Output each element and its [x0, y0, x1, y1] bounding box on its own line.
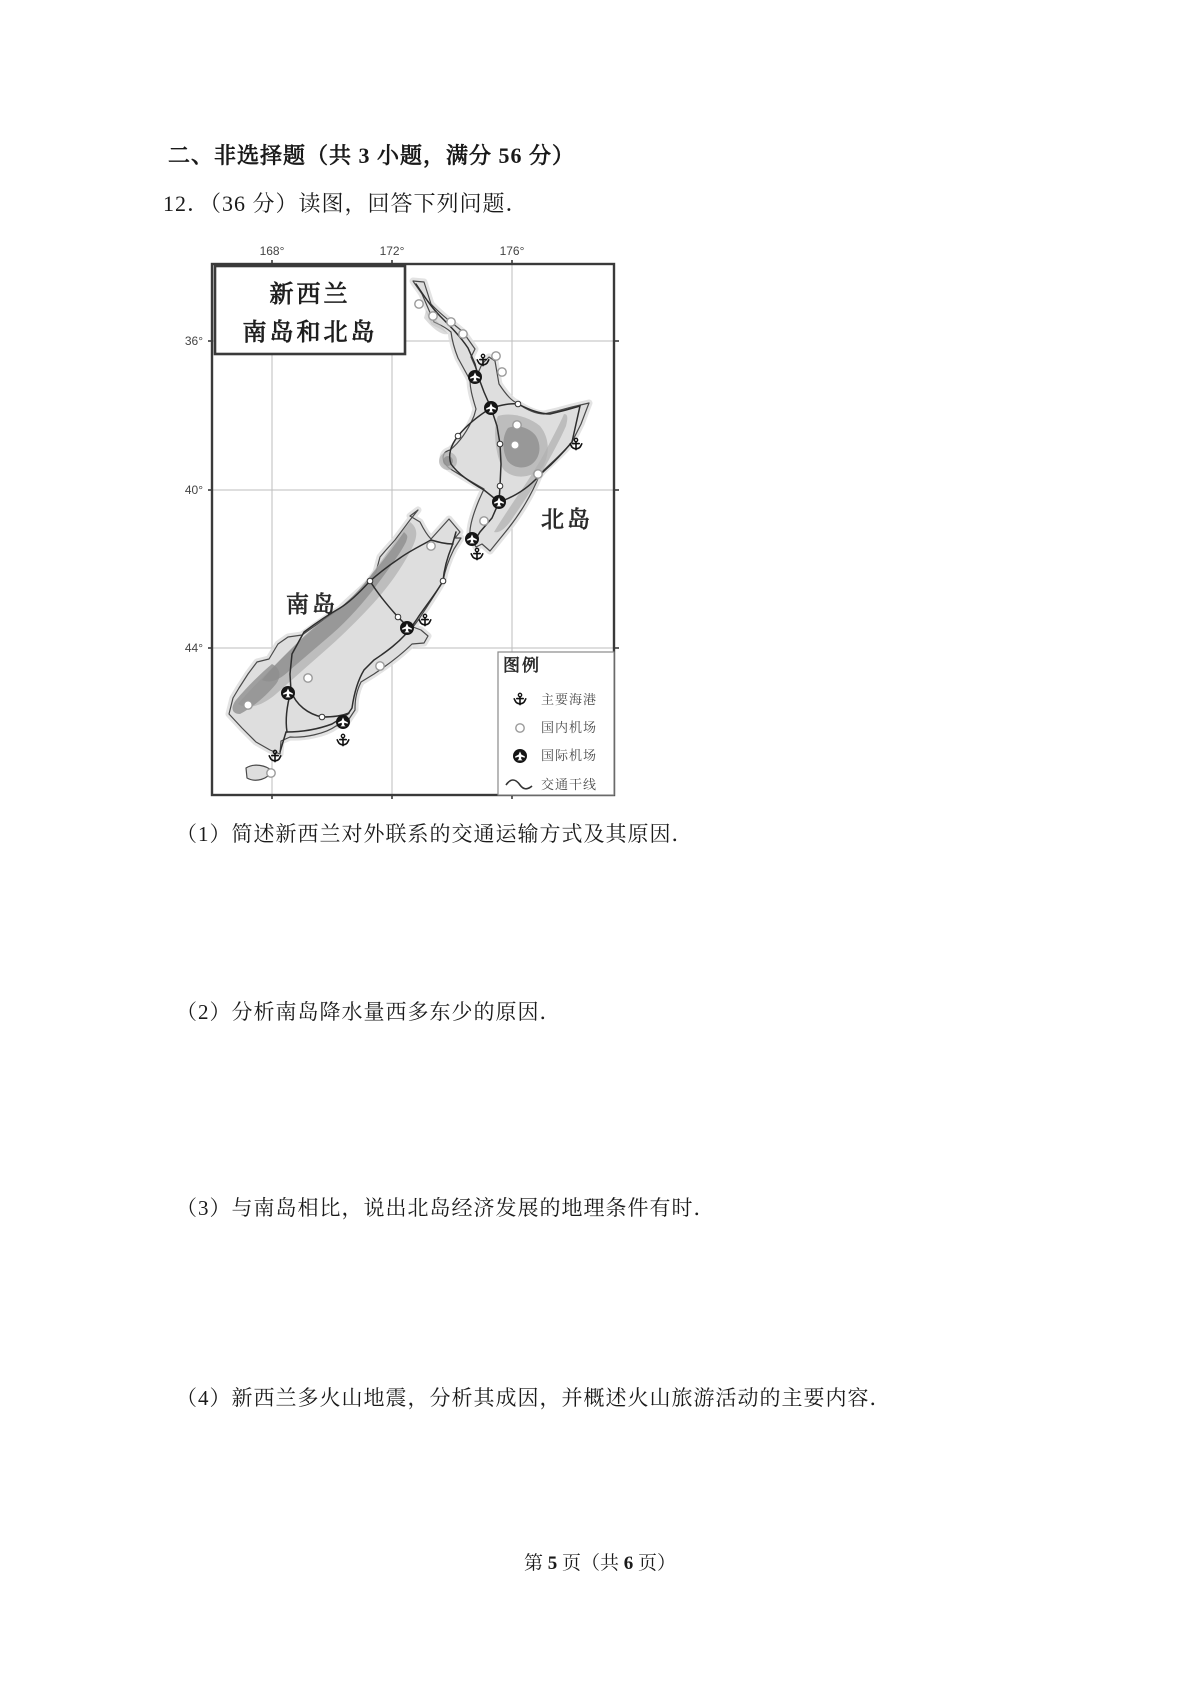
- question-3: （3）与南岛相比，说出北岛经济发展的地理条件有时．: [176, 1196, 716, 1220]
- intl-airport-marker: [484, 401, 498, 415]
- footer-total-pages: 6: [623, 1553, 634, 1574]
- section-header: 二、非选择题（共 3 小题，满分 56 分）: [168, 143, 576, 168]
- nz-map-svg: [167, 232, 627, 807]
- footer-text: 页（共: [557, 1553, 624, 1574]
- map-legend: [498, 652, 614, 795]
- map-title-line2: 南岛和北岛: [242, 319, 378, 346]
- domestic-airport-icon: [516, 724, 524, 732]
- seaport-marker: [337, 734, 349, 745]
- domestic-airport-marker: [304, 674, 312, 682]
- domestic-airport-marker: [376, 662, 384, 670]
- domestic-airport-marker: [244, 701, 252, 709]
- domestic-airport-marker: [267, 769, 275, 777]
- lon-label-168: 168°: [259, 244, 285, 258]
- intl-airport-icon: [513, 749, 527, 763]
- domestic-airport-marker: [480, 517, 488, 525]
- question-4: （4）新西兰多火山地震，分析其成因，并概述火山旅游活动的主要内容．: [176, 1386, 892, 1410]
- legend-title: 图例: [503, 656, 541, 675]
- footer-page-number: 5: [547, 1553, 558, 1574]
- footer-text: 页）: [633, 1553, 677, 1574]
- domestic-airport-marker: [415, 300, 423, 308]
- map-title-box: [215, 266, 405, 354]
- legend-label-intl: 国际机场: [541, 748, 598, 763]
- intl-airport-marker: [336, 715, 350, 729]
- domestic-airport-marker: [427, 542, 435, 550]
- legend-label-seaport: 主要海港: [541, 692, 598, 707]
- question-1: （1）简述新西兰对外联系的交通运输方式及其原因．: [176, 822, 694, 846]
- legend-label-traffic: 交通干线: [541, 777, 598, 792]
- domestic-airport-marker: [459, 330, 467, 338]
- south-island-label: 南岛: [286, 591, 338, 617]
- intl-airport-marker: [468, 370, 482, 384]
- north-island-label: 北岛: [541, 506, 593, 532]
- domestic-airport-marker: [511, 441, 519, 449]
- domestic-airport-marker: [492, 352, 500, 360]
- page-footer: [0, 1548, 1200, 1575]
- domestic-airport-marker: [513, 421, 521, 429]
- domestic-airport-marker: [498, 368, 506, 376]
- lat-label-44: 44°: [184, 641, 203, 655]
- lat-label-36: 36°: [184, 334, 203, 348]
- legend-label-domestic: 国内机场: [541, 720, 598, 735]
- nz-map-figure: [167, 232, 627, 807]
- domestic-airport-marker: [447, 318, 455, 326]
- lon-label-172: 172°: [379, 244, 405, 258]
- intl-airport-marker: [465, 532, 479, 546]
- question-12-intro: 12．（36 分）读图，回答下列问题．: [163, 191, 529, 216]
- footer-text: 第: [523, 1553, 548, 1574]
- intl-airport-marker: [400, 621, 414, 635]
- lat-label-40: 40°: [184, 483, 203, 497]
- question-2: （2）分析南岛降水量西多东少的原因．: [176, 1000, 562, 1024]
- intl-airport-marker: [281, 686, 295, 700]
- domestic-airport-marker: [429, 312, 437, 320]
- intl-airport-marker: [492, 495, 506, 509]
- domestic-airport-marker: [534, 470, 542, 478]
- lon-label-176: 176°: [499, 244, 525, 258]
- map-title-line1: 新西兰: [269, 281, 351, 308]
